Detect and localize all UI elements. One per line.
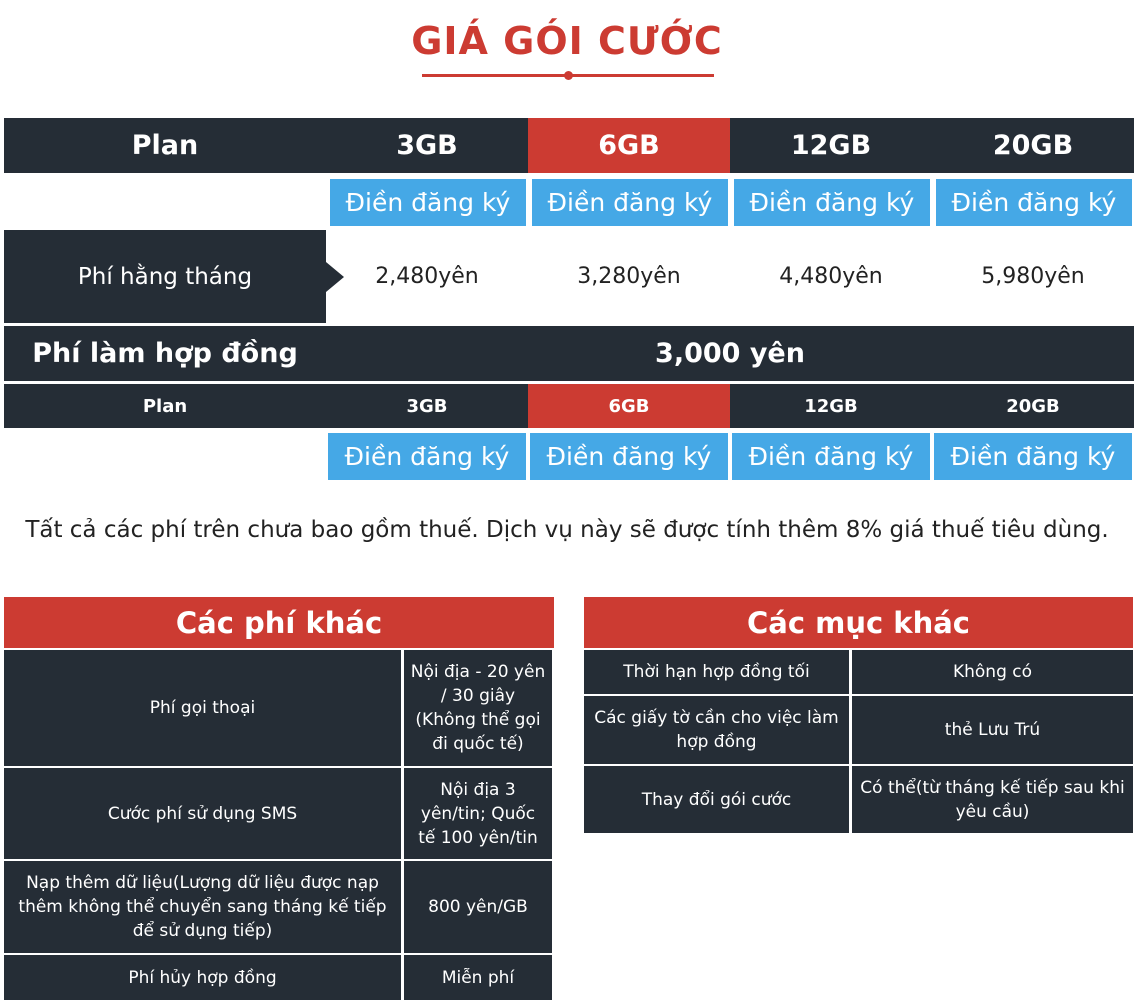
plan-header-3gb: 3GB [396,130,458,161]
contract-fee-label: Phí làm hợp đồng [32,338,298,369]
monthly-fee-20gb: 5,980yên [981,264,1085,289]
other-item-value-term: Không có [852,650,1133,694]
other-fee-label-cancel: Phí hủy hợp đồng [4,955,401,1000]
register-button-20gb[interactable]: Điền đăng ký [936,179,1132,226]
page-title: GIÁ GÓI CƯỚC [411,19,723,63]
other-item-value-plan-change: Có thể(từ tháng kế tiếp sau khi yêu cầu) [852,766,1133,833]
monthly-fee-3gb: 2,480yên [375,264,479,289]
register-button-3gb-bottom[interactable]: Điền đăng ký [328,433,526,480]
other-fee-value-sms: Nội địa 3 yên/tin; Quốc tế 100 yên/tin [404,768,552,859]
plan-footer-3gb: 3GB [406,395,448,417]
other-fee-label-data: Nạp thêm dữ liệu(Lượng dữ liệu được nạp thêm không thể chuyển sang tháng kế tiếp để sử dụng tiếp) [4,861,401,953]
plan-header-label: Plan [131,130,199,161]
register-button-3gb[interactable]: Điền đăng ký [330,179,526,226]
tax-note: Tất cả các phí trên chưa bao gồm thuế. Dịch vụ này sẽ được tính thêm 8% giá thuế tiêu dùng. [25,517,1109,543]
contract-fee-value: 3,000 yên [655,338,805,369]
register-button-12gb[interactable]: Điền đăng ký [734,179,930,226]
other-item-label-plan-change: Thay đổi gói cước [584,766,849,833]
plan-header-12gb: 12GB [790,130,872,161]
title-underline-dot [564,71,573,80]
monthly-fee-12gb: 4,480yên [779,264,883,289]
monthly-fee-label: Phí hằng tháng [4,230,326,323]
other-item-value-documents: thẻ Lưu Trú [852,696,1133,764]
plan-footer-12gb: 12GB [804,395,858,417]
other-fees-title: Các phí khác [4,597,554,648]
plan-footer-6gb: 6GB [528,384,730,428]
plan-header-6gb: 6GB [528,118,730,173]
other-fee-value-call: Nội địa - 20 yên / 30 giây (Không thể gọi đi quốc tế) [404,650,552,766]
monthly-fee-6gb: 3,280yên [577,264,681,289]
other-items-title: Các mục khác [584,597,1133,648]
register-button-20gb-bottom[interactable]: Điền đăng ký [934,433,1132,480]
other-fee-value-data: 800 yên/GB [404,861,552,953]
plan-header-20gb: 20GB [992,130,1074,161]
other-fee-label-call: Phí gọi thoại [4,650,401,766]
other-fee-value-cancel: Miễn phí [404,955,552,1000]
plan-footer-label: Plan [142,395,188,417]
other-fee-label-sms: Cước phí sử dụng SMS [4,768,401,859]
register-button-6gb[interactable]: Điền đăng ký [532,179,728,226]
register-button-12gb-bottom[interactable]: Điền đăng ký [732,433,930,480]
register-button-6gb-bottom[interactable]: Điền đăng ký [530,433,728,480]
other-item-label-term: Thời hạn hợp đồng tối [584,650,849,694]
plan-footer-20gb: 20GB [1006,395,1060,417]
other-item-label-documents: Các giấy tờ cần cho việc làm hợp đồng [584,696,849,764]
